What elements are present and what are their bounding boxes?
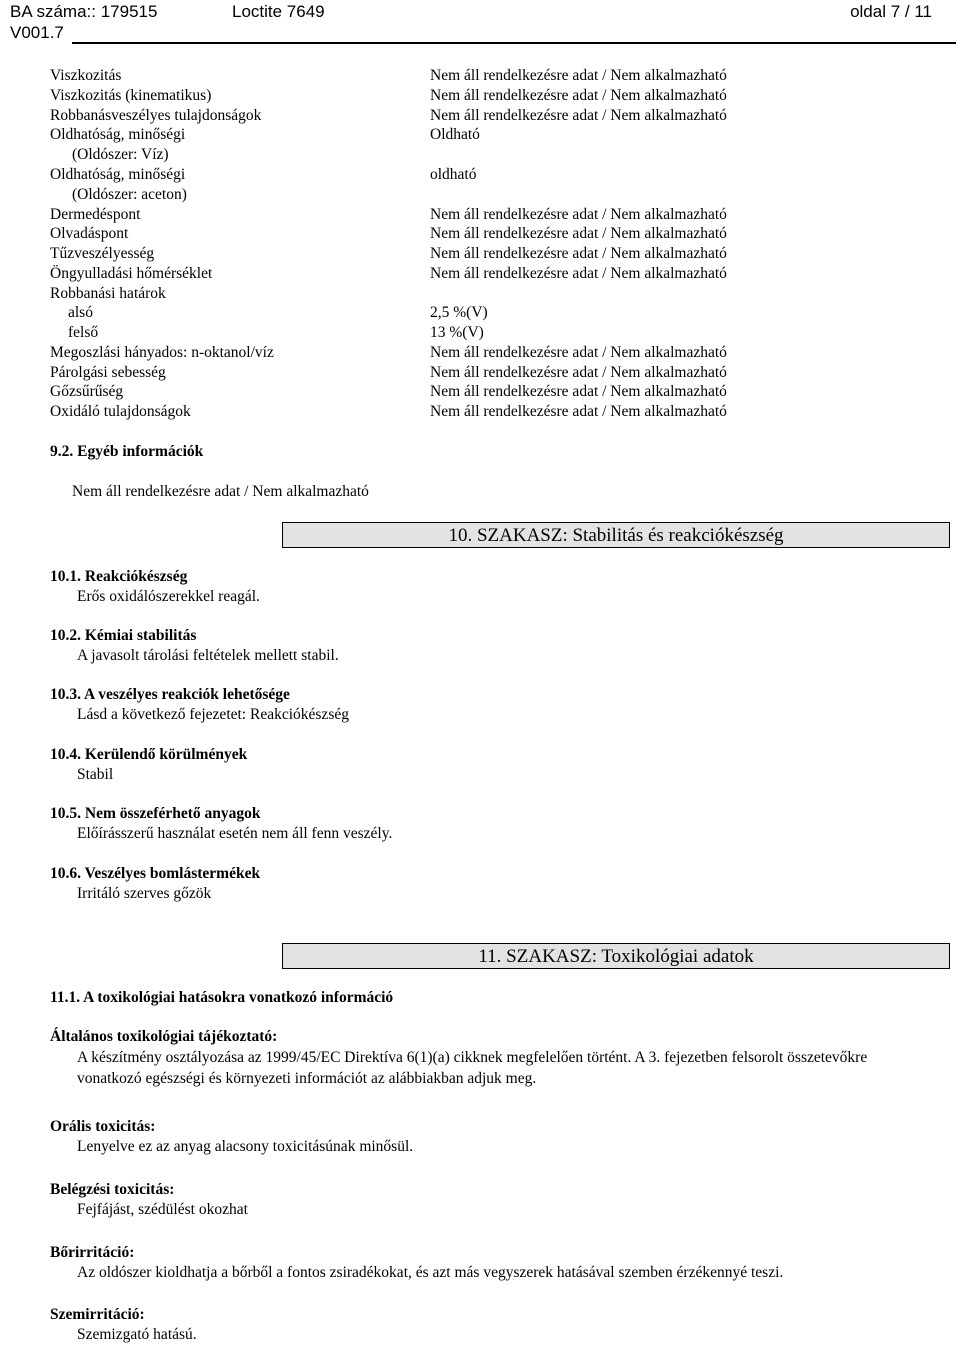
property-label: Viszkozitás (kinematikus) [50, 87, 212, 104]
subsection-heading: 11.1. A toxikológiai hatásokra vonatkozó információ [50, 989, 394, 1006]
property-label: alsó [68, 304, 93, 321]
subsection-text: Lásd a következő fejezetet: Reakciókészség [77, 706, 349, 723]
property-label: Tűzveszélyesség [50, 245, 155, 262]
property-row [50, 363, 950, 383]
property-value: 13 %(V) [430, 324, 484, 341]
property-row [50, 86, 950, 106]
section-text: Nem áll rendelkezésre adat / Nem alkalmazható [72, 483, 369, 500]
subsection-heading: Belégzési toxicitás: [50, 1181, 175, 1198]
property-label: Oldhatóság, minőségi [50, 166, 186, 183]
property-label: Oxidáló tulajdonságok [50, 403, 191, 420]
property-row [50, 402, 950, 422]
property-label: felső [68, 324, 99, 341]
section-title-bar [282, 943, 950, 969]
property-value: Nem áll rendelkezésre adat / Nem alkalmazható [430, 87, 727, 104]
property-label: Robbanásveszélyes tulajdonságok [50, 107, 262, 124]
property-label: Gőzsűrűség [50, 383, 124, 400]
subsection-heading: Bőrirritáció: [50, 1244, 135, 1261]
property-label: (Oldószer: aceton) [72, 186, 187, 203]
property-value: Nem áll rendelkezésre adat / Nem alkalmazható [430, 265, 727, 282]
property-label: Robbanási határok [50, 285, 166, 302]
property-row [50, 66, 950, 86]
document-id: BA száma:: 179515 [10, 2, 158, 21]
subsection-heading: Orális toxicitás: [50, 1118, 156, 1135]
section-title: 11. SZAKASZ: Toxikológiai adatok [478, 946, 754, 967]
property-row [50, 303, 950, 323]
page-header [10, 2, 956, 44]
property-row [50, 165, 950, 185]
property-value: 2,5 %(V) [430, 304, 488, 321]
property-row [50, 343, 950, 363]
subsection-text: Szemizgató hatású. [77, 1326, 197, 1343]
property-label: Olvadáspont [50, 225, 129, 242]
subsection-text: A javasolt tárolási feltételek mellett stabil. [77, 647, 339, 664]
property-value: Nem áll rendelkezésre adat / Nem alkalmazható [430, 107, 727, 124]
document-version: V001.7 [10, 23, 64, 42]
subsection-text: Fejfájást, szédülést okozhat [77, 1201, 248, 1218]
property-row [50, 185, 950, 205]
subsection-text: Stabil [77, 766, 114, 783]
property-value: oldható [430, 166, 477, 183]
subsection-text: Irritáló szerves gőzök [77, 885, 212, 902]
subsection-heading: 10.4. Kerülendő körülmények [50, 746, 248, 763]
property-value: Nem áll rendelkezésre adat / Nem alkalmazható [430, 245, 727, 262]
subsection-heading: Általános toxikológiai tájékoztató: [50, 1028, 278, 1045]
property-value: Oldható [430, 126, 480, 143]
property-row [50, 106, 950, 126]
page-number: oldal 7 / 11 [850, 2, 932, 21]
subsection-text: Erős oxidálószerekkel reagál. [77, 588, 260, 605]
property-row [50, 323, 950, 343]
subsection-heading: 10.2. Kémiai stabilitás [50, 627, 197, 644]
property-label: (Oldószer: Víz) [72, 146, 169, 163]
subsection-text: Előírásszerű használat esetén nem áll fenn veszély. [77, 825, 393, 842]
property-row [50, 145, 950, 165]
subsection-heading: 10.5. Nem összeférhető anyagok [50, 805, 261, 822]
property-row [50, 125, 950, 145]
property-value: Nem áll rendelkezésre adat / Nem alkalmazható [430, 403, 727, 420]
property-row [50, 205, 950, 225]
property-value: Nem áll rendelkezésre adat / Nem alkalmazható [430, 225, 727, 242]
property-value: Nem áll rendelkezésre adat / Nem alkalmazható [430, 364, 727, 381]
property-row [50, 284, 950, 304]
section-title: 10. SZAKASZ: Stabilitás és reakciókészség [448, 525, 784, 546]
section-heading: 9.2. Egyéb információk [50, 443, 204, 460]
subsection-text: Lenyelve ez az anyag alacsony toxicitásúnak minősül. [77, 1138, 414, 1155]
property-label: Oldhatóság, minőségi [50, 126, 186, 143]
subsection-heading: 10.3. A veszélyes reakciók lehetősége [50, 686, 290, 703]
property-label: Párolgási sebesség [50, 364, 166, 381]
property-value: Nem áll rendelkezésre adat / Nem alkalmazható [430, 383, 727, 400]
property-row [50, 244, 950, 264]
property-label: Öngyulladási hőmérséklet [50, 265, 213, 282]
property-row [50, 224, 950, 244]
property-label: Megoszlási hányados: n-oktanol/víz [50, 344, 274, 361]
property-row [50, 382, 950, 402]
subsection-heading: 10.6. Veszélyes bomlástermékek [50, 865, 261, 882]
header-divider [72, 42, 956, 44]
property-label: Viszkozitás [50, 67, 122, 84]
property-value: Nem áll rendelkezésre adat / Nem alkalmazható [430, 206, 727, 223]
subsection-text: Az oldószer kioldhatja a bőrből a fontos zsiradékokat, és azt más vegyszerek hatásával szemben érzékennyé teszi. [77, 1264, 784, 1281]
subsection-heading: Szemirritáció: [50, 1306, 145, 1323]
product-name: Loctite 7649 [232, 2, 325, 21]
property-label: Dermedéspont [50, 206, 141, 223]
section-title-bar [282, 522, 950, 548]
property-value: Nem áll rendelkezésre adat / Nem alkalmazható [430, 67, 727, 84]
property-value: Nem áll rendelkezésre adat / Nem alkalmazható [430, 344, 727, 361]
property-row [50, 264, 950, 284]
subsection-heading: 10.1. Reakciókészség [50, 568, 188, 585]
subsection-text: A készítmény osztályozása az 1999/45/EC Direktíva 6(1)(a) cikknek megfelelően történt. A 3. fejezetben felsorolt összetevőkre vonatkozó egészségi és környezeti információt az alábbiakban adjuk meg. [77, 1049, 868, 1087]
